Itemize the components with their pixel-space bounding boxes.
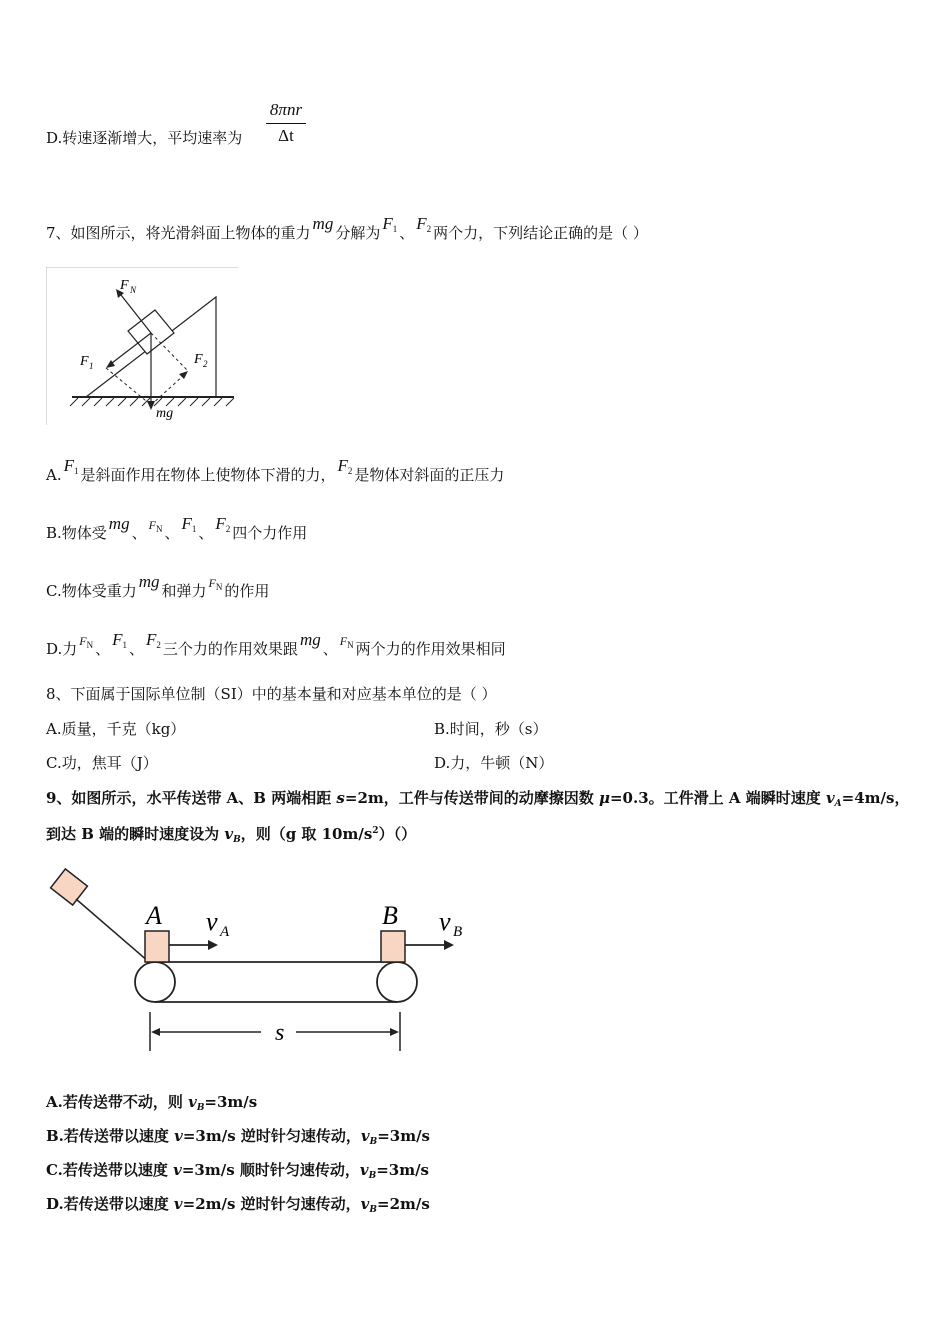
label-mg: mg: [156, 406, 174, 421]
FN-symbol: FN: [79, 634, 94, 650]
mg-symbol: mg: [138, 572, 160, 591]
F2-symbol: F2: [146, 630, 161, 650]
q7-option-d: D.力 $^{F_N}$ 、 F1 、 F2 三个力的作用效果跟 mg 、 $^{F_N}$ 两个力的作用效果相同: [46, 630, 506, 658]
q7-option-c: C.物体受重力 mg 和弹力 $^{F_N}$ 的作用: [46, 572, 270, 600]
q7-stem-part3: 两个力，下列结论正确的是（ ）: [433, 224, 648, 242]
q9-conveyor-figure: [46, 868, 476, 1058]
q8-option-b: B.时间，秒（s）: [434, 720, 548, 738]
q7-option-a: A. F1 是斜面作用在物体上使物体下滑的力， F2 是物体对斜面的正压力: [46, 456, 505, 484]
q8-option-c: C.功，焦耳（J）: [46, 754, 158, 772]
svg-text:A: A: [220, 924, 230, 940]
label-F2: F: [194, 352, 203, 367]
q7-stem: 7、如图所示，将光滑斜面上物体的重力 mg 分解为 F1 、 F2 两个力，下列结论正确的是（ ）: [46, 214, 648, 242]
svg-text:2: 2: [203, 359, 208, 369]
q7-mg-symbol: mg: [312, 214, 334, 233]
F1-symbol: F1: [63, 456, 79, 476]
mg-symbol: mg: [108, 514, 130, 533]
F2-symbol: F2: [215, 514, 231, 534]
label-F1: F: [80, 354, 89, 369]
q6-option-d: [46, 128, 242, 148]
F1-symbol: F1: [112, 630, 128, 650]
q9-option-a: A.若传送带不动，则 $v_B=3m/s$: [46, 1093, 258, 1113]
q7-F2-symbol: F2: [416, 214, 432, 234]
mg-symbol: mg: [299, 630, 321, 649]
FN-symbol: FN: [339, 634, 354, 650]
fraction-bar: [266, 123, 306, 124]
q7-incline-figure: [46, 267, 241, 427]
F1-symbol: F1: [181, 514, 197, 534]
svg-text:1: 1: [89, 361, 94, 371]
label-vA: v: [206, 907, 218, 936]
q6-option-d-text: D.转速逐渐增大，平均速率为: [46, 129, 243, 147]
FN-symbol: FN: [148, 518, 163, 534]
q9-option-b: B.若传送带以速度 v=3m/s 逆时针匀速传动，$v_B=3m/s$: [46, 1127, 431, 1147]
q8-option-a: A.质量，千克（kg）: [46, 720, 186, 738]
q7-stem-part2: 分解为: [335, 224, 381, 242]
label-FN: F: [120, 278, 129, 293]
fraction-denominator: Δt: [278, 126, 294, 145]
svg-text:N: N: [130, 285, 137, 295]
q9-stem-line1: 9、如图所示，水平传送带 A、B 两端相距 s=2m，工件与传送带间的动摩擦因数 μ=0.3。工件滑上 A 端瞬时速度 $v_A=4m/s$，: [46, 789, 910, 809]
q7-stem-part1: 7、如图所示，将光滑斜面上物体的重力: [46, 224, 311, 242]
q9-stem-line2: 到达 B 端的瞬时速度设为 $v_B$，则（g 取 $10m/s^2)()$: [46, 825, 417, 845]
q9-option-c: C.若传送带以速度 v=3m/s 顺时针匀速传动，$v_B=3m/s$: [46, 1161, 430, 1181]
label-A: A: [146, 901, 162, 930]
q9-option-d: D.若传送带以速度 v=2m/s 逆时针匀速传动，$v_B=2m/s$: [46, 1195, 430, 1215]
q7-option-b: B.物体受 mg 、 $^{F_N}$ 、 F1 、 F2 四个力作用: [46, 514, 308, 542]
label-vB: v: [439, 907, 451, 936]
q8-stem: 8、下面属于国际单位制（SI）中的基本量和对应基本单位的是（ ）: [46, 685, 497, 703]
FN-symbol: FN: [208, 576, 223, 592]
label-B: B: [382, 901, 398, 930]
F2-symbol: F2: [337, 456, 353, 476]
svg-text:B: B: [453, 924, 463, 940]
label-s: s: [275, 1020, 285, 1046]
fraction-numerator: 8πnr: [269, 100, 303, 119]
q6-fraction: [266, 100, 306, 146]
q8-option-d: D.力，牛顿（N）: [434, 754, 554, 772]
q7-F1-symbol: F1: [382, 214, 398, 234]
